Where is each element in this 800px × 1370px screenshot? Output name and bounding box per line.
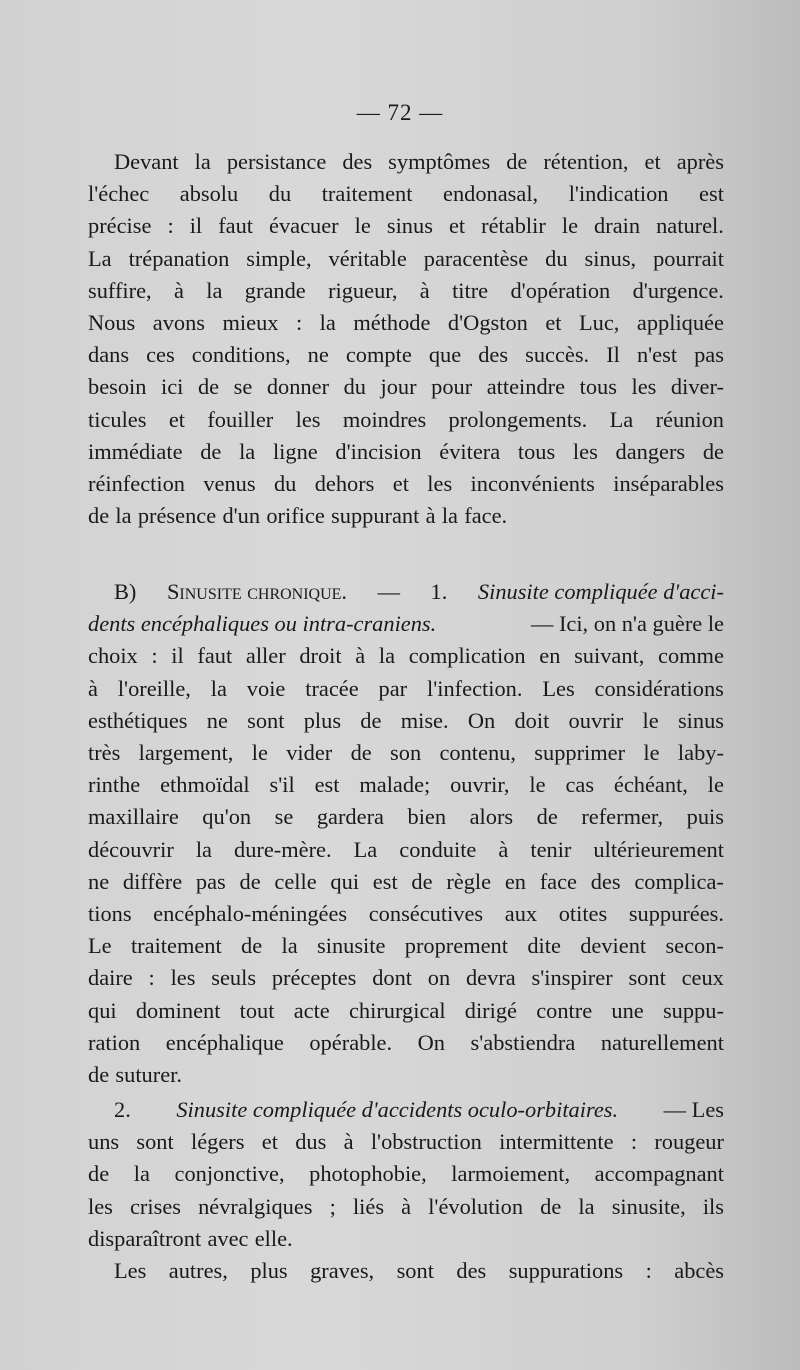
section-sinusite-chronique <box>88 576 724 1091</box>
text-line <box>88 608 724 640</box>
text-line: suffire, à la grande rigueur, à titre d'opération d'urgence. <box>88 277 724 303</box>
subsection-number: 1. <box>430 579 448 604</box>
text-line: précise : il faut évacuer le sinus et rétablir le drain naturel. <box>88 213 724 239</box>
section-heading-line <box>88 576 724 608</box>
text-fragment: — Ici, on n'a guère le <box>530 611 724 637</box>
text-line: découvrir la dure-mère. La conduite à tenir ultérieurement <box>88 836 724 862</box>
text-line: ne diffère pas de celle qui est de règle en face des complica- <box>88 868 724 894</box>
text-line: de la conjonctive, photophobie, larmoiement, accompagnant <box>88 1161 724 1187</box>
section-heading: Sinusite chronique. <box>166 579 348 604</box>
text-line: Le traitement de la sinusite proprement dite devient secon- <box>88 933 724 959</box>
text-line: dans ces conditions, ne compte que des succès. Il n'est pas <box>88 342 724 368</box>
section-heading-line <box>88 1094 724 1126</box>
text-line: immédiate de la ligne d'incision évitera tous les dangers de <box>88 438 724 464</box>
text-line: maxillaire qu'on se gardera bien alors de refermer, puis <box>88 804 724 830</box>
section-label: B) <box>114 579 137 604</box>
text-line: de suturer. <box>88 1062 182 1088</box>
text-line: les crises névralgiques ; liés à l'évolution de la sinusite, ils <box>88 1193 724 1219</box>
text-line: Devant la persistance des symptômes de rétention, et après <box>114 149 724 174</box>
text-line: esthétiques ne sont plus de mise. On doit ouvrir le sinus <box>88 707 724 733</box>
subsection-title: Sinusite compliquée d'accidents oculo-orbitaires. <box>176 1097 619 1122</box>
text-line: à l'oreille, la voie tracée par l'infection. Les considérations <box>88 675 724 701</box>
text-line: Nous avons mieux : la méthode d'Ogston et Luc, appliquée <box>88 310 724 336</box>
text-line: ration encéphalique opérable. On s'abstiendra naturellement <box>88 1029 724 1055</box>
subsection-number: 2. <box>114 1097 131 1122</box>
text-line: l'échec absolu du traitement endonasal, l'indication est <box>88 181 724 207</box>
page-number: — 72 — <box>356 100 444 125</box>
text-line: disparaîtront avec elle. <box>88 1225 293 1251</box>
text-line: Les autres, plus graves, sont des suppurations : abcès <box>114 1258 724 1284</box>
subsection-title: Sinusite compliquée d'acci- <box>477 579 724 604</box>
text-line: besoin ici de se donner du jour pour atteindre tous les diver- <box>88 374 724 400</box>
text-fragment: — Les <box>663 1097 724 1122</box>
text-line: ticules et fouiller les moindres prolongements. La réunion <box>88 406 724 432</box>
text-line: de la présence d'un orifice suppurant à la face. <box>88 503 508 529</box>
text-line: réinfection venus du dehors et les inconvénients inséparables <box>88 471 724 497</box>
text-line: choix : il faut aller droit à la complication en suivant, comme <box>88 643 724 669</box>
text-line: très largement, le vider de son contenu, supprimer le laby- <box>88 740 724 766</box>
text-line: uns sont légers et dus à l'obstruction intermittente : rougeur <box>88 1129 724 1155</box>
section-oculo-orbitaires <box>88 1094 724 1287</box>
text-line: daire : les seuls préceptes dont on devra s'inspirer sont ceux <box>88 965 724 991</box>
paragraph-retention <box>88 146 724 532</box>
heading-dash: — <box>377 579 400 604</box>
text-line: rinthe ethmoïdal s'il est malade; ouvrir, le cas échéant, le <box>88 772 724 798</box>
text-line: qui dominent tout acte chirurgical dirigé contre une suppu- <box>88 997 724 1023</box>
text-line: La trépanation simple, véritable paracentèse du sinus, pourrait <box>88 245 724 271</box>
text-line: tions encéphalo-méningées consécutives aux otites suppurées. <box>88 901 724 927</box>
subsection-title-cont: dents encéphaliques ou intra-craniens. <box>88 611 437 637</box>
